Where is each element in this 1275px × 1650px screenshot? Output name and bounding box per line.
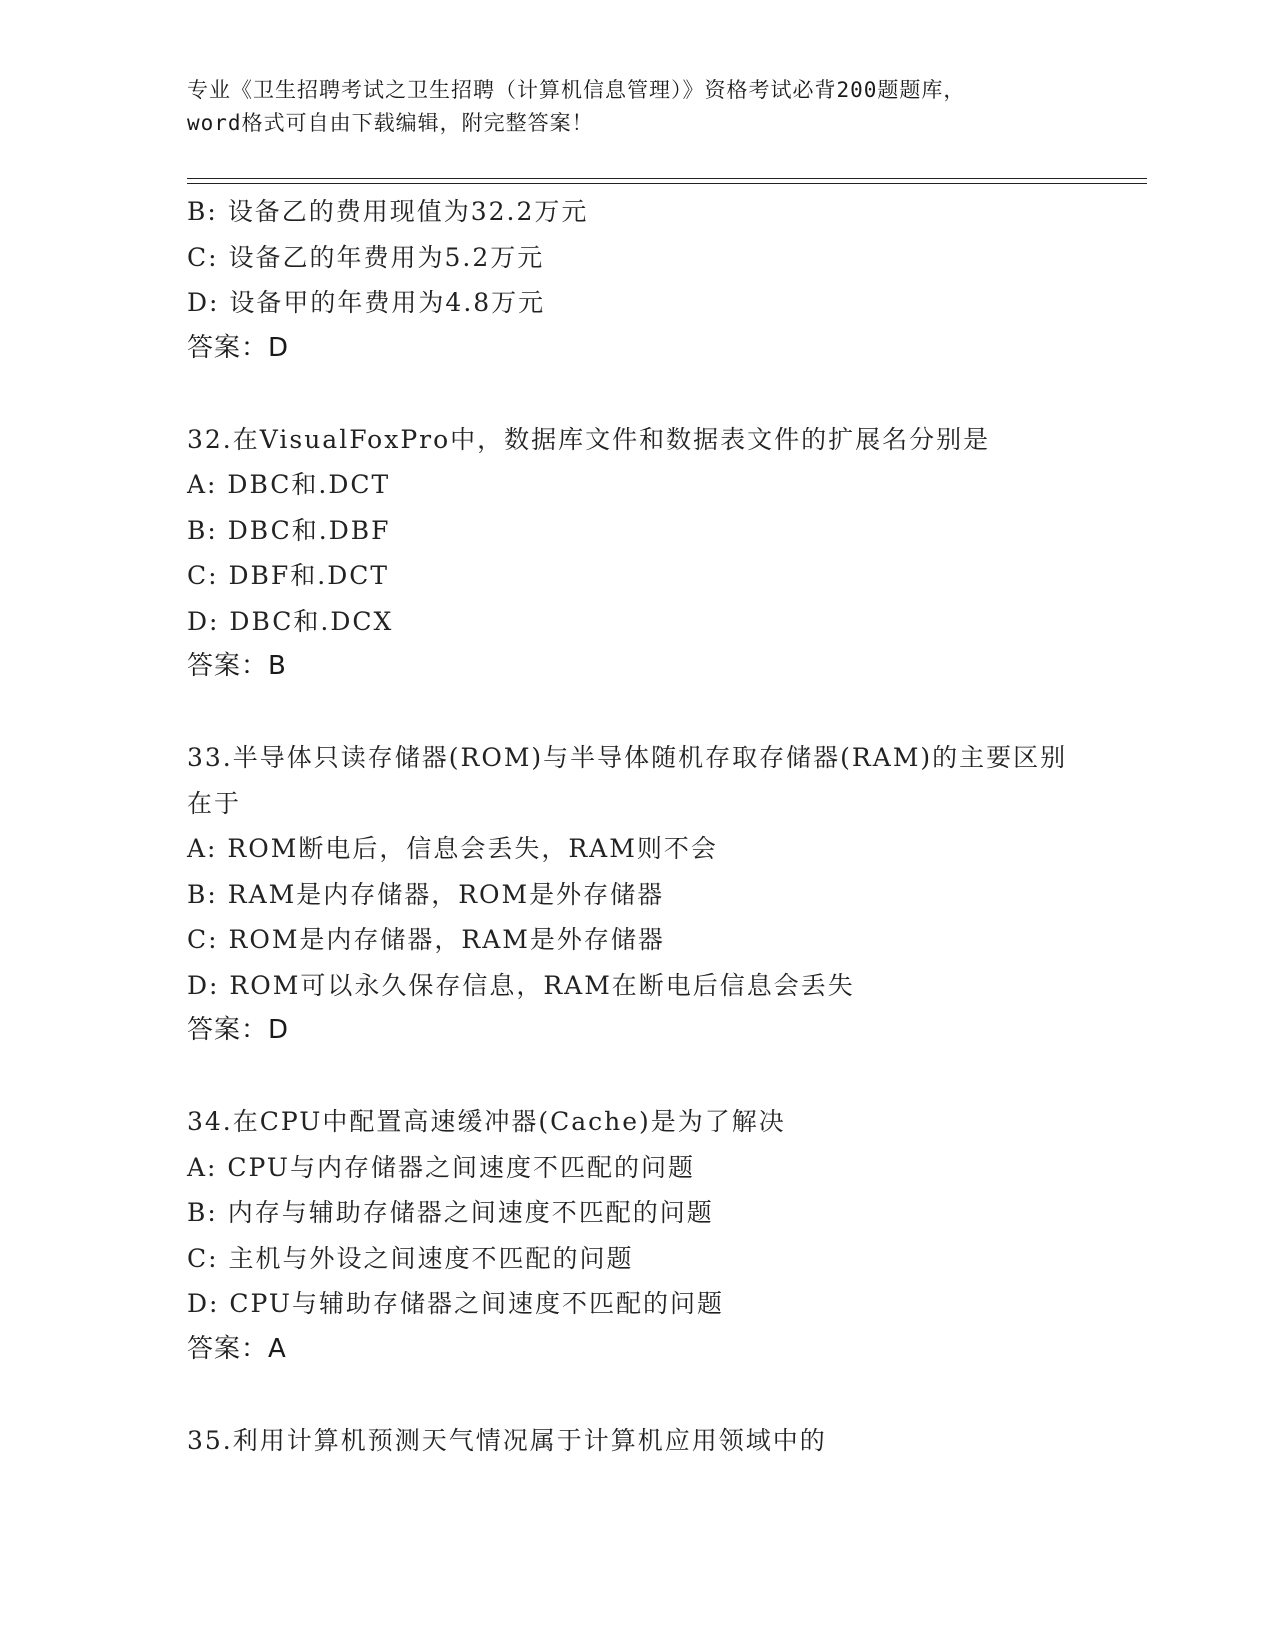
question-32	[187, 417, 1087, 690]
option-d: D: ROM可以永久保存信息，RAM在断电后信息会丢失	[187, 970, 855, 1000]
answer-line: 答案：D	[187, 332, 290, 363]
document-header	[187, 74, 1087, 140]
question-list	[187, 189, 1087, 1463]
option-b: B: DBC和.DBF	[187, 515, 391, 545]
header-line-1: 专业《卫生招聘考试之卫生招聘（计算机信息管理）》资格考试必背200题题库，	[187, 78, 966, 102]
question-31-continued	[187, 189, 1087, 371]
answer-line: 答案：D	[187, 1015, 290, 1045]
question-33	[187, 735, 1087, 1054]
option-b: B: 设备乙的费用现值为32.2万元	[187, 197, 589, 226]
answer-line: 答案：A	[187, 1333, 287, 1364]
question-stem: 32.在VisualFoxPro中，数据库文件和数据表文件的扩展名分别是	[187, 424, 991, 454]
option-b: B: 内存与辅助存储器之间速度不匹配的问题	[187, 1198, 714, 1227]
option-c: C: DBF和.DCT	[187, 561, 390, 590]
spacer	[187, 1372, 1087, 1418]
spacer	[187, 371, 1087, 417]
option-a: A: ROM断电后，信息会丢失，RAM则不会	[187, 834, 718, 863]
option-c: C: ROM是内存储器，RAM是外存储器	[187, 925, 665, 954]
header-divider-bottom	[187, 183, 1147, 184]
option-c: C: 设备乙的年费用为5.2万元	[187, 242, 545, 272]
question-stem: 35.利用计算机预测天气情况属于计算机应用领域中的	[187, 1425, 827, 1455]
question-35	[187, 1418, 1087, 1464]
option-b: B: RAM是内存储器，ROM是外存储器	[187, 879, 665, 909]
answer-line: 答案：B	[187, 651, 287, 681]
question-34	[187, 1099, 1087, 1372]
option-c: C: 主机与外设之间速度不匹配的问题	[187, 1243, 634, 1273]
option-d: D: 设备甲的年费用为4.8万元	[187, 288, 546, 317]
option-d: D: DBC和.DCX	[187, 606, 394, 636]
question-stem-continued: 在于	[187, 788, 242, 818]
question-stem: 34.在CPU中配置高速缓冲器(Cache)是为了解决	[187, 1107, 786, 1136]
spacer	[187, 690, 1087, 736]
question-stem: 33.半导体只读存储器(ROM)与半导体随机存取存储器(RAM)的主要区别	[187, 743, 1068, 772]
option-d: D: CPU与辅助存储器之间速度不匹配的问题	[187, 1289, 724, 1318]
header-divider-top	[187, 178, 1147, 179]
header-line-2: word格式可自由下载编辑，附完整答案！	[187, 111, 594, 135]
option-a: A: DBC和.DCT	[187, 470, 391, 499]
option-a: A: CPU与内存储器之间速度不匹配的问题	[187, 1152, 696, 1182]
spacer	[187, 1054, 1087, 1100]
